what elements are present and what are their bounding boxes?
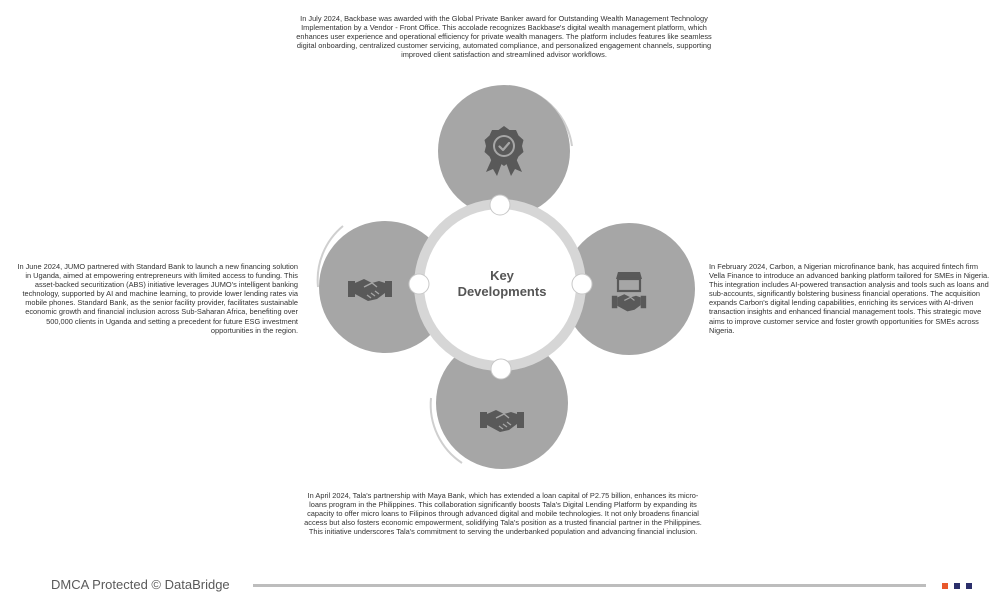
footer-accent-square	[942, 583, 948, 589]
development-text-top: In July 2024, Backbase was awarded with the Global Private Banker award for Outstanding Wealth Management Technology Implementation by a Vendor - Front Office. This accolade recognizes Backbase's digital wealth management platform, which enhances user experience and operational efficiency for private wealth managers. The platform includes features like seamless digital onboarding, centralized customer servicing, automated compliance, and personalized engagement channels, supporting improved client satisfaction and streamlined advisor workflows.	[296, 14, 712, 60]
footer-divider	[253, 584, 926, 587]
development-text-left: In June 2024, JUMO partnered with Standard Bank to launch a new financing solution in Uganda, aimed at empowering entrepreneurs with limited access to funding. This asset-backed securitization (ABS) initiative leverages JUMO's intelligent banking technology, supported by AI and machine learning, to provide lower lending rates via mobile phones. Standard Bank, as the senior facility provider, facilitates sustainable economic growth and financial inclusion across Sub-Saharan Africa, benefiting over 500,000 clients in Uganda and setting a precedent for future ESG investment opportunities in the region.	[17, 262, 298, 335]
development-text-right: In February 2024, Carbon, a Nigerian microfinance bank, has acquired fintech firm Vella Finance to introduce an advanced banking platform tailored for SMEs in Nigeria. This integration includes AI-powered transaction analysis and tools such as loans and sub-accounts, significantly bolstering business financial operations. The acquisition expands Carbon's digital lending capabilities, enriching its services with AI-driven transaction insights and enhanced financial management tools. This strategic move aims to improve customer service and foster growth opportunities for SMEs across Nigeria.	[709, 262, 990, 335]
handshake-store-icon	[612, 272, 646, 311]
footer-accent-square	[954, 583, 960, 589]
development-text-bottom: In April 2024, Tala's partnership with Maya Bank, which has extended a loan capital of P2.75 billion, enhances its micro-loans program in the Philippines. This collaboration significantly boosts Tala's Digital Lending Platform by expanding its capacity to offer micro loans to Filipinos through advanced digital and mobile technologies. It not only broadens financial access but also fosters economic empowerment, solidifying Tala's position as a trusted financial partner in the Philippines. This initiative underscores Tala's commitment to serving the underbanked population and advancing financial inclusion.	[304, 491, 702, 537]
footer-accent-square	[966, 583, 972, 589]
center-title-line1: Key	[490, 268, 514, 283]
center-title-line2: Developments	[457, 284, 547, 299]
footer-brand: DMCA Protected © DataBridge	[51, 577, 230, 592]
